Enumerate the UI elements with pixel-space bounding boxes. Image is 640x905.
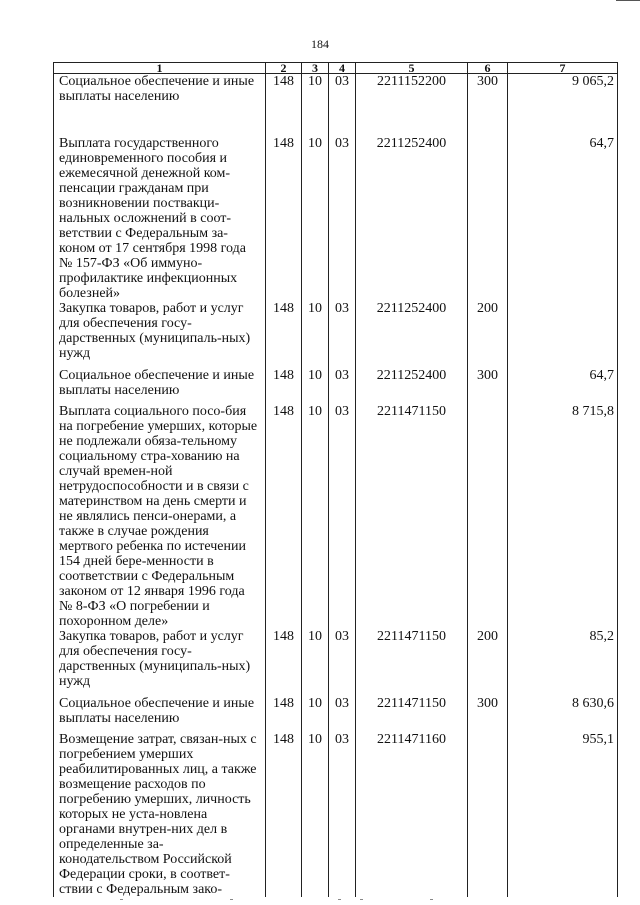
- row-amount: 8 630,6: [508, 696, 618, 732]
- row-description: Выплата государственного единовременного пособия и ежемесячной денежной ком-пенсации гражданам при возникновении поствакци-нальных осложнений в соот-ветствии с Федеральным за-коном от 17 сентября 1998 года № 157-ФЗ «Об иммуно-профилактике инфекционных болезней»: [54, 136, 266, 301]
- row-amount: 85,2: [508, 629, 618, 696]
- header-row: [54, 63, 618, 74]
- header-col-6: 6: [468, 63, 508, 74]
- row-subsection-code: 03: [329, 696, 356, 732]
- scan-speck: [360, 899, 363, 900]
- row-amount: 64,7: [508, 136, 618, 301]
- table-row: [54, 368, 618, 404]
- header-col-5: 5: [356, 63, 468, 74]
- row-ministry-code: 148: [266, 368, 302, 404]
- row-expense-type: 300: [468, 74, 508, 137]
- row-amount: 64,7: [508, 368, 618, 404]
- row-section-code: 10: [302, 301, 329, 368]
- row-subsection-code: 03: [329, 404, 356, 629]
- row-expense-type: [468, 732, 508, 897]
- row-section-code: 10: [302, 136, 329, 301]
- scan-speck: [230, 899, 233, 900]
- header-col-1: 1: [54, 63, 266, 74]
- row-expense-type: [468, 136, 508, 301]
- row-amount: 8 715,8: [508, 404, 618, 629]
- row-section-code: 10: [302, 629, 329, 696]
- scan-edge-mark: [616, 0, 640, 7]
- row-section-code: 10: [302, 404, 329, 629]
- scan-speck: [338, 899, 341, 900]
- row-target-article: 2211252400: [356, 136, 468, 301]
- row-subsection-code: 03: [329, 74, 356, 137]
- row-target-article: 2211252400: [356, 368, 468, 404]
- row-subsection-code: 03: [329, 368, 356, 404]
- row-description: Закупка товаров, работ и услуг для обеспечения госу-дарственных (муниципаль-ных) нужд: [54, 629, 266, 696]
- scan-speck: [120, 899, 123, 900]
- row-expense-type: [468, 404, 508, 629]
- row-ministry-code: 148: [266, 732, 302, 897]
- row-section-code: 10: [302, 74, 329, 137]
- row-description: Социальное обеспечение и иные выплаты населению: [54, 74, 266, 137]
- table-row: [54, 404, 618, 629]
- row-description: Выплата социального посо-бия на погребение умерших, которые не подлежали обяза-тельному социальному стра-хованию на случай времен-ной нетрудоспособности и в связи с материнством на день смерти и не являлись пенси-онерами, а также в случае рождения мертвого ребенка по истечении 154 дней бере-менности в соответствии с Федеральным законом от 12 января 1996 года № 8-ФЗ «О погребении и похоронном деле»: [54, 404, 266, 629]
- row-subsection-code: 03: [329, 301, 356, 368]
- table-row: [54, 696, 618, 732]
- row-description: Возмещение затрат, связан-ных с погребением умерших реабилитированных лиц, а также возмещение расходов по погребению умерших, личность которых не уста-новлена органами внутрен-них дел в определенные за-конодательством Российской Федерации сроки, в соответ-ствии с Федеральным зако-: [54, 732, 266, 897]
- page-number: 184: [311, 37, 329, 51]
- row-amount: [508, 301, 618, 368]
- row-target-article: 2211152200: [356, 74, 468, 137]
- table-row: [54, 74, 618, 137]
- row-ministry-code: 148: [266, 629, 302, 696]
- row-subsection-code: 03: [329, 629, 356, 696]
- budget-table: [53, 62, 618, 897]
- row-subsection-code: 03: [329, 732, 356, 897]
- row-target-article: 2211471150: [356, 404, 468, 629]
- row-ministry-code: 148: [266, 136, 302, 301]
- table-row: [54, 732, 618, 897]
- scan-speck: [430, 899, 433, 900]
- header-col-2: 2: [266, 63, 302, 74]
- row-ministry-code: 148: [266, 404, 302, 629]
- row-description: Закупка товаров, работ и услуг для обеспечения госу-дарственных (муниципаль-ных) нужд: [54, 301, 266, 368]
- row-target-article: 2211471160: [356, 732, 468, 897]
- header-col-3: 3: [302, 63, 329, 74]
- table-row: [54, 629, 618, 696]
- row-target-article: 2211471150: [356, 629, 468, 696]
- row-section-code: 10: [302, 696, 329, 732]
- row-expense-type: 200: [468, 301, 508, 368]
- row-amount: 9 065,2: [508, 74, 618, 137]
- header-col-7: 7: [508, 63, 618, 74]
- row-ministry-code: 148: [266, 696, 302, 732]
- row-expense-type: 300: [468, 368, 508, 404]
- row-ministry-code: 148: [266, 301, 302, 368]
- table-row: [54, 136, 618, 301]
- row-subsection-code: 03: [329, 136, 356, 301]
- row-amount: 955,1: [508, 732, 618, 897]
- row-description: Социальное обеспечение и иные выплаты населению: [54, 696, 266, 732]
- row-description: Социальное обеспечение и иные выплаты населению: [54, 368, 266, 404]
- row-section-code: 10: [302, 368, 329, 404]
- row-section-code: 10: [302, 732, 329, 897]
- row-ministry-code: 148: [266, 74, 302, 137]
- header-col-4: 4: [329, 63, 356, 74]
- table-row: [54, 301, 618, 368]
- row-expense-type: 200: [468, 629, 508, 696]
- row-target-article: 2211471150: [356, 696, 468, 732]
- row-expense-type: 300: [468, 696, 508, 732]
- row-target-article: 2211252400: [356, 301, 468, 368]
- scan-bottom-edge: [0, 897, 640, 903]
